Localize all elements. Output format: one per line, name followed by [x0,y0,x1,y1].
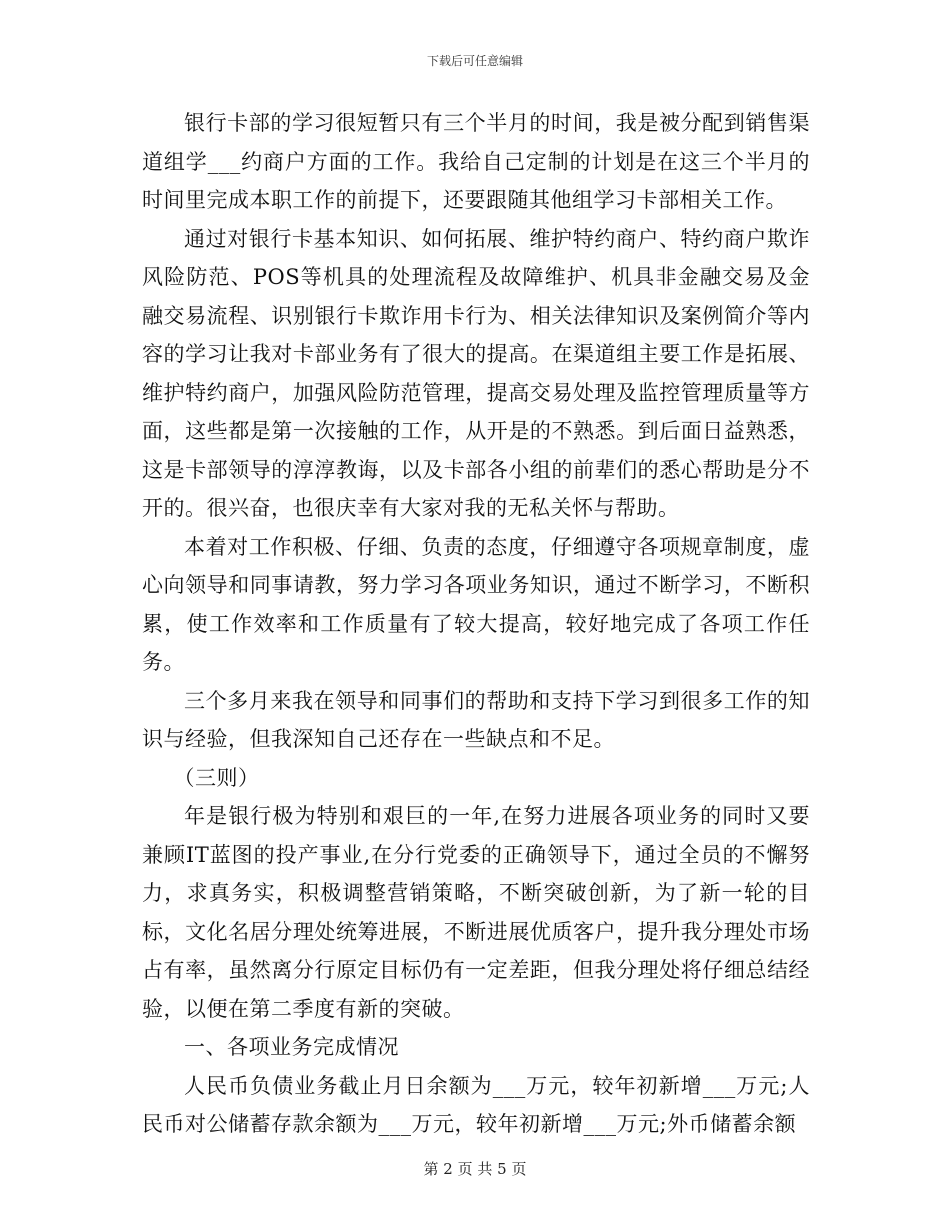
section-label: （三则） [173,765,260,790]
page-number-footer: 第 2 页 共 5 页 [423,1160,527,1178]
section-heading: 一、各项业务完成情况 [184,1035,399,1059]
page-header: 下载后可任意编辑 [426,54,523,68]
paragraph-2: 通过对银行卡基本知识、如何拓展、维护特约商户、特约商户欺诈风险防范、POS等机具的处理流程及故障维护、机具非金融交易及金融交易流程、识别银行卡欺诈用卡行为、相关法律知识及案例简介等内容的学习让我对卡部业务有了很大的提高。在渠道组主要工作是拓展、维护特约商户，加强风险防范管理，提高交易处理及监控管理质量等方面，这些都是第一次接触的工作，从开是的不熟悉。到后面日益熟悉，这是卡部领导的淳淳教诲，以及卡部各小组的前辈们的悉心帮助是分不开的。很兴奋，也很庆幸有大家对我的无私关怀与帮助。 [142,226,810,520]
paragraph-5: 年是银行极为特别和艰巨的一年,在努力进展各项业务的同时又要兼顾IT蓝图的投产事业,在分行党委的正确领导下，通过全员的不懈努力，求真务实，积极调整营销策略，不断突破创新，为了新一轮的目标，文化名居分理处统筹进展，不断进展优质客户，提升我分理处市场占有率，虽然离分行原定目标仍有一定差距，但我分理处将仔细总结经验，以便在第二季度有新的突破。 [142,804,810,1021]
document-body [142,104,810,1144]
paragraph-3: 本着对工作积极、仔细、负责的态度，仔细遵守各项规章制度，虚心向领导和同事请教，努力学习各项业务知识，通过不断学习，不断积累，使工作效率和工作质量有了较大提高，较好地完成了各项工作任务。 [142,534,810,674]
paragraph-6: 人民币负债业务截止月日余额为___万元，较年初新增___万元;人民币对公储蓄存款余额为___万元，较年初新增___万元;外币储蓄余额 [142,1073,810,1136]
paragraph-4: 三个多月来我在领导和同事们的帮助和支持下学习到很多工作的知识与经验，但我深知自己还存在一些缺点和不足。 [142,688,810,751]
paragraph-1: 银行卡部的学习很短暂只有三个半月的时间，我是被分配到销售渠道组学___约商户方面的工作。我给自己定制的计划是在这三个半月的时间里完成本职工作的前提下，还要跟随其他组学习卡部相关工作。 [142,111,810,212]
